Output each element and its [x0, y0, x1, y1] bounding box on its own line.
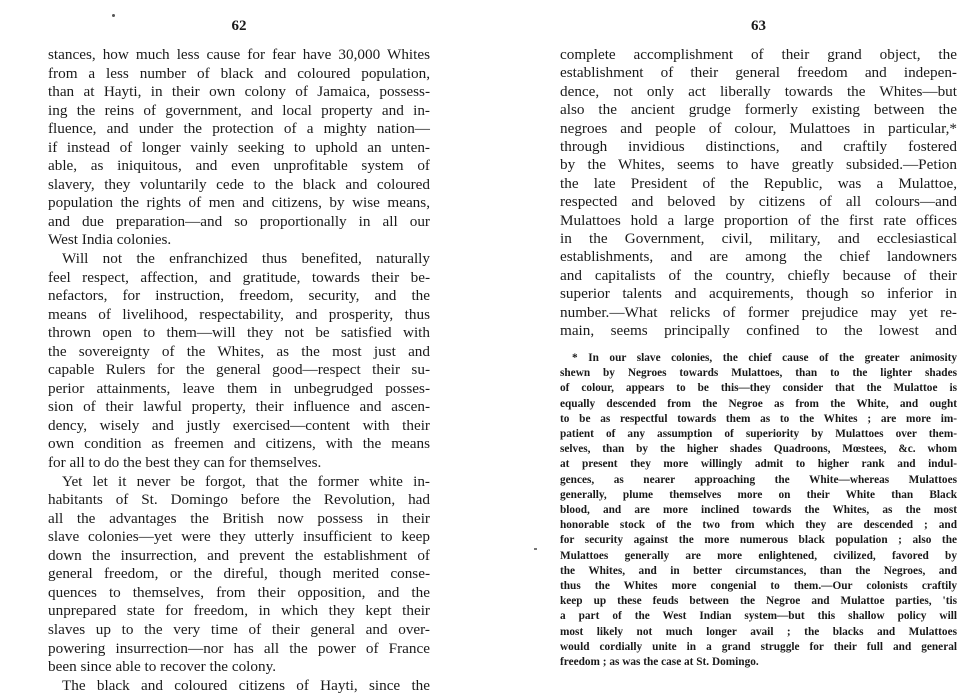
- text-line: stances, how much less cause for fear have 30,000 Whites: [48, 46, 430, 63]
- text-line: nefactors, for instruction, freedom, security, and the: [48, 287, 430, 305]
- text-line: down the insurrection, and prevent the establishment of: [48, 546, 430, 564]
- body-text: [560, 46, 957, 341]
- footnote-line: honorable stock of the two from which they are descended ; and: [560, 519, 957, 532]
- text-line: complete accomplishment of their grand object, the: [560, 46, 957, 63]
- text-line: Mulattoes hold a large proportion of the first rate offices: [560, 211, 957, 229]
- text-line: powering insurrection—nor has all the power of France: [48, 639, 430, 657]
- footnote-line: the Whites, and in better circumstances, than the Negroes, and: [560, 564, 957, 577]
- footnote-line: equally descended from the Negroe as from the White, and ought: [560, 397, 957, 410]
- text-line: also the ancient grudge formerly existing between the: [560, 101, 957, 119]
- text-line: the sovereignty of the Whites, as the most just and: [48, 342, 430, 360]
- page-number: 63: [751, 18, 766, 34]
- text-line: thrown open to them—will they not be satisfied with: [48, 324, 430, 342]
- text-line: dence, not only act liberally towards the Whites—but: [560, 82, 957, 100]
- text-line: quences to themselves, from their opposition, and the: [48, 583, 430, 601]
- text-line: and due preparation—and so proportionally in all our: [48, 212, 430, 230]
- footnote-line: keep up these feuds between the Negroe and Mulattoe parties, 'tis: [560, 595, 957, 608]
- text-line: establishments, and are among the chief landowners: [560, 248, 957, 266]
- footnote-line: thus the Whites more congenial to them.—Our colonists craftily: [560, 580, 957, 593]
- text-line: fluence, and under the protection of a mighty nation—: [48, 120, 430, 138]
- text-line: Yet let it never be forgot, that the former white in-: [62, 472, 430, 490]
- footnote-line: * In our slave colonies, the chief cause of the greater animosity: [572, 352, 957, 364]
- text-line: dency, wisely and justly exercised—content with their: [48, 416, 430, 434]
- text-line: superior talents and acquirements, though so inferior in: [560, 285, 957, 303]
- text-line: through invidious distinctions, and craftily fostered: [560, 138, 957, 156]
- text-line: perior attainments, leave them in unbegrudged posses-: [48, 379, 430, 397]
- footnote-line: selves, than by the higher shades Quadroons, Mœstees, &c. whom: [560, 443, 957, 456]
- text-line: been since able to recover the colony.: [48, 658, 276, 676]
- text-line: sion of their lawful property, their influence and ascen-: [48, 398, 430, 416]
- footnote-line: freedom ; as was the case at St. Domingo.: [560, 656, 759, 669]
- text-line: respected and beloved by citizens of all colours—and: [560, 193, 957, 211]
- text-line: general freedom, or the direful, though merited conse-: [48, 565, 430, 583]
- text-line: Will not the enfranchized thus benefited, naturally: [62, 250, 430, 268]
- text-line: if instead of longer vainly seeking to uphold an unten-: [48, 138, 430, 156]
- text-line: own condition as freemen and citizens, with the means: [48, 435, 430, 453]
- text-line: and capitalists of the country, chiefly because of their: [560, 266, 957, 284]
- footnote-line: most likely not much longer avail ; the blacks and Mulattoes: [560, 625, 957, 638]
- page-number: 62: [231, 18, 247, 34]
- text-line: ing the reins of government, and local property and in-: [48, 101, 430, 119]
- text-line: number.—What relicks of former prejudice may yet re-: [560, 303, 957, 321]
- text-line: for all to do the best they can for themselves.: [48, 454, 322, 472]
- footnote-line: would cordially unite in a grand struggle for their full and general: [560, 640, 957, 653]
- text-line: slaves up to the very time of their general and over-: [48, 620, 430, 638]
- footnote: [560, 351, 957, 670]
- text-line: population the rights of men and citizens, by wise means,: [48, 194, 430, 212]
- text-line: main, seems principally confined to the lowest and: [560, 322, 957, 340]
- text-line: establishment of their general freedom and indepen-: [560, 64, 957, 82]
- text-line: unprepared state for freedom, in which they kept their: [48, 602, 430, 620]
- text-line: slave colonies—yet were they utterly insufficient to keep: [48, 528, 430, 546]
- text-line: all the advantages the British now possess in their: [48, 509, 430, 527]
- footnote-line: gences, as nearer approaching the White—whereas Mulattoes: [560, 473, 957, 486]
- footnote-line: patient of any assumption of superiority by Mulattoes over them-: [560, 428, 957, 441]
- footnote-line: at present they more willingly admit to higher rank and indul-: [560, 458, 957, 471]
- text-line: than at Hayti, in their own colony of Jamaica, possess-: [48, 83, 430, 101]
- text-line: means of livelihood, respectability, and prosperity, thus: [48, 305, 430, 323]
- footnote-line: a part of the West Indian system—but this shallow policy will: [560, 610, 957, 623]
- text-line: negroes and people of colour, Mulattoes in particular,*: [560, 119, 957, 137]
- text-line: capable Rulers for the general good—respect their su-: [48, 361, 430, 379]
- body-text: [48, 46, 430, 695]
- text-line: The black and coloured citizens of Hayti, since the: [62, 676, 430, 694]
- footnote-line: shewn by Negroes towards Mulattoes, than to the lighter shades: [560, 367, 957, 380]
- text-line: in the Government, civil, military, and ecclesiastical: [560, 230, 957, 248]
- footnote-line: generally, plume themselves more on their White than Black: [560, 488, 957, 501]
- footnote-line: Mulattoes generally are more enlightened, civilized, favored by: [560, 549, 957, 562]
- footnote-line: of colour, appears to be this—they consider that the Mulattoe is: [560, 382, 957, 395]
- footnote-line: for security against the more numerous black population ; also the: [560, 534, 957, 547]
- print-speck: [534, 548, 537, 550]
- text-line: able, as iniquitous, and even unprofitable system of: [48, 157, 430, 175]
- footnote-line: to be as respectful towards them as to the Whites ; are more im-: [560, 412, 957, 425]
- print-speck: [112, 14, 115, 17]
- text-line: habitants of St. Domingo before the Revolution, had: [48, 491, 430, 509]
- text-line: by the Whites, seems to have greatly subsided.—Petion: [560, 156, 957, 174]
- footnote-line: blood, and are more inclined towards the Whites, as the most: [560, 504, 957, 517]
- text-line: slavery, they voluntarily cede to the black and coloured: [48, 175, 430, 193]
- text-line: feel respect, affection, and gratitude, towards their be-: [48, 268, 430, 286]
- text-line: from a less number of black and coloured population,: [48, 64, 430, 82]
- text-line: West India colonies.: [48, 231, 172, 249]
- text-line: the late President of the Republic, was a Mulattoe,: [560, 174, 957, 192]
